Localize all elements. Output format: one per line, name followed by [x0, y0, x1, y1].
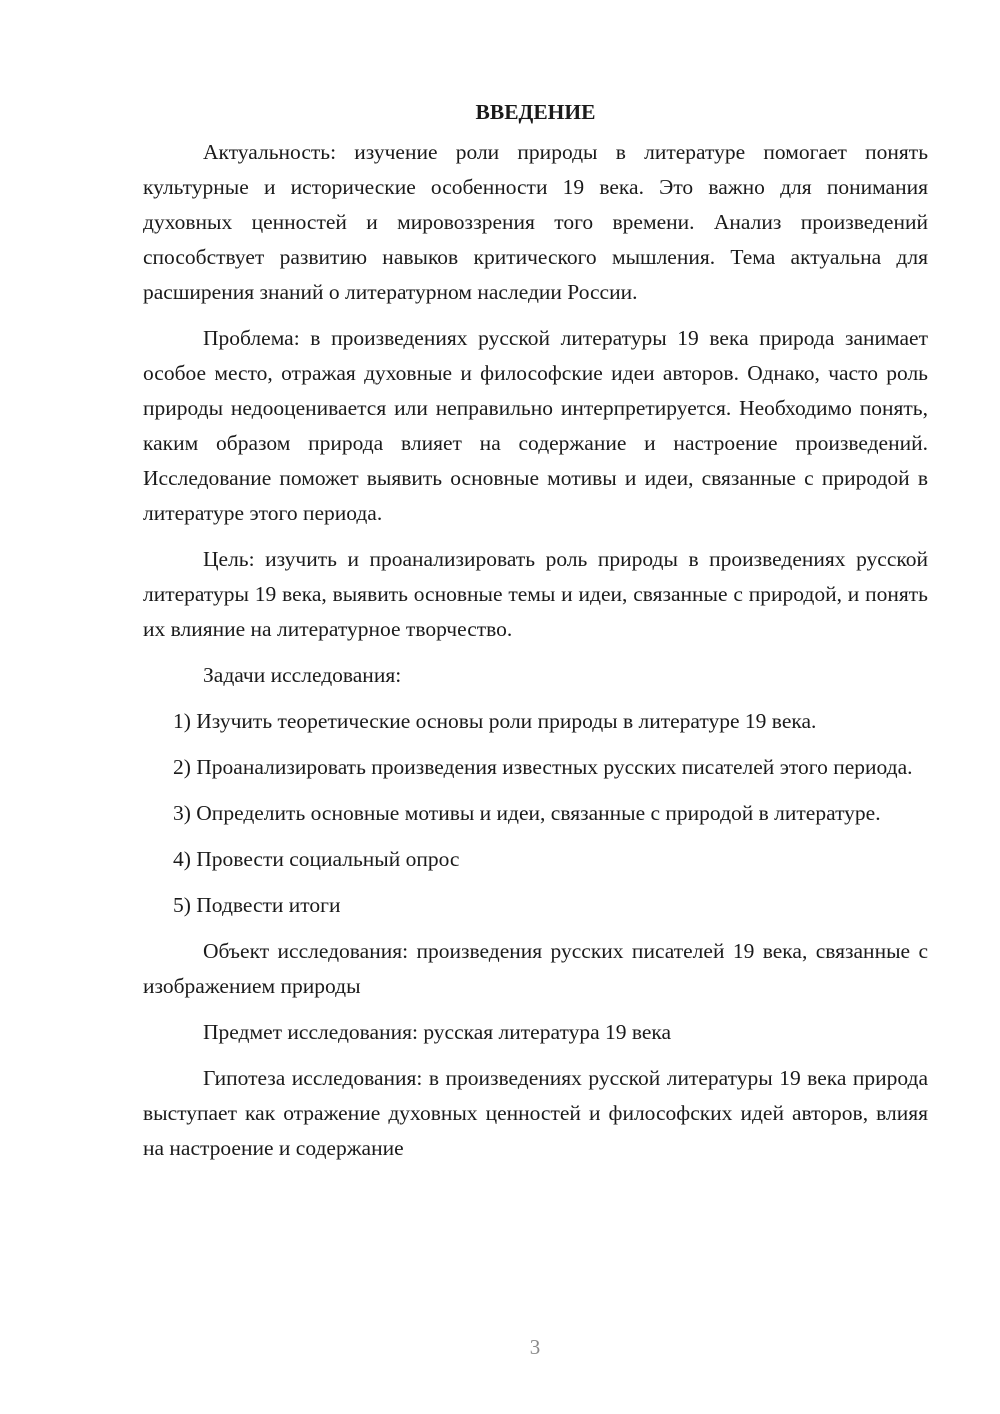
paragraph-object: Объект исследования: произведения русских писателей 19 века, связанные с изображением природы — [143, 939, 928, 998]
paragraph-relevance: Актуальность: изучение роли природы в литературе помогает понять культурные и исторические особенности 19 века. Это важно для понимания духовных ценностей и мировоззрения того времени. Анализ произведений способствует развитию навыков критического мышления. Тема актуальна для расширения знаний о литературном наследии России. — [143, 140, 928, 304]
document-body — [143, 95, 928, 1177]
list-item-task-5: 5) Подвести итоги — [173, 893, 341, 917]
paragraph-problem: Проблема: в произведениях русской литературы 19 века природа занимает особое место, отражая духовные и философские идеи авторов. Однако, часто роль природы недооценивается или неправильно интерпретируется. Необходимо понять, каким образом природа влияет на содержание и настроение произведений. Исследование поможет выявить основные мотивы и идеи, связанные с природой в литературе этого периода. — [143, 326, 928, 525]
list-item-task-1: 1) Изучить теоретические основы роли природы в литературе 19 века. — [173, 709, 817, 733]
paragraph-hypothesis: Гипотеза исследования: в произведениях русской литературы 19 века природа выступает как отражение духовных ценностей и философских идей авторов, влияя на настроение и содержание — [143, 1066, 928, 1160]
paragraph-goal: Цель: изучить и проанализировать роль природы в произведениях русской литературы 19 века, выявить основные темы и идеи, связанные с природой, и понять их влияние на литературное творчество. — [143, 547, 928, 641]
page-number: 3 — [529, 1335, 541, 1359]
page-title: ВВЕДЕНИЕ — [475, 100, 596, 124]
list-item-task-4: 4) Провести социальный опрос — [173, 847, 460, 871]
paragraph-subject: Предмет исследования: русская литература 19 века — [203, 1020, 672, 1044]
list-item-task-3: 3) Определить основные мотивы и идеи, связанные с природой в литературе. — [173, 801, 881, 825]
list-item-task-2: 2) Проанализировать произведения известных русских писателей этого периода. — [173, 755, 913, 779]
paragraph-tasks-intro: Задачи исследования: — [203, 663, 402, 687]
